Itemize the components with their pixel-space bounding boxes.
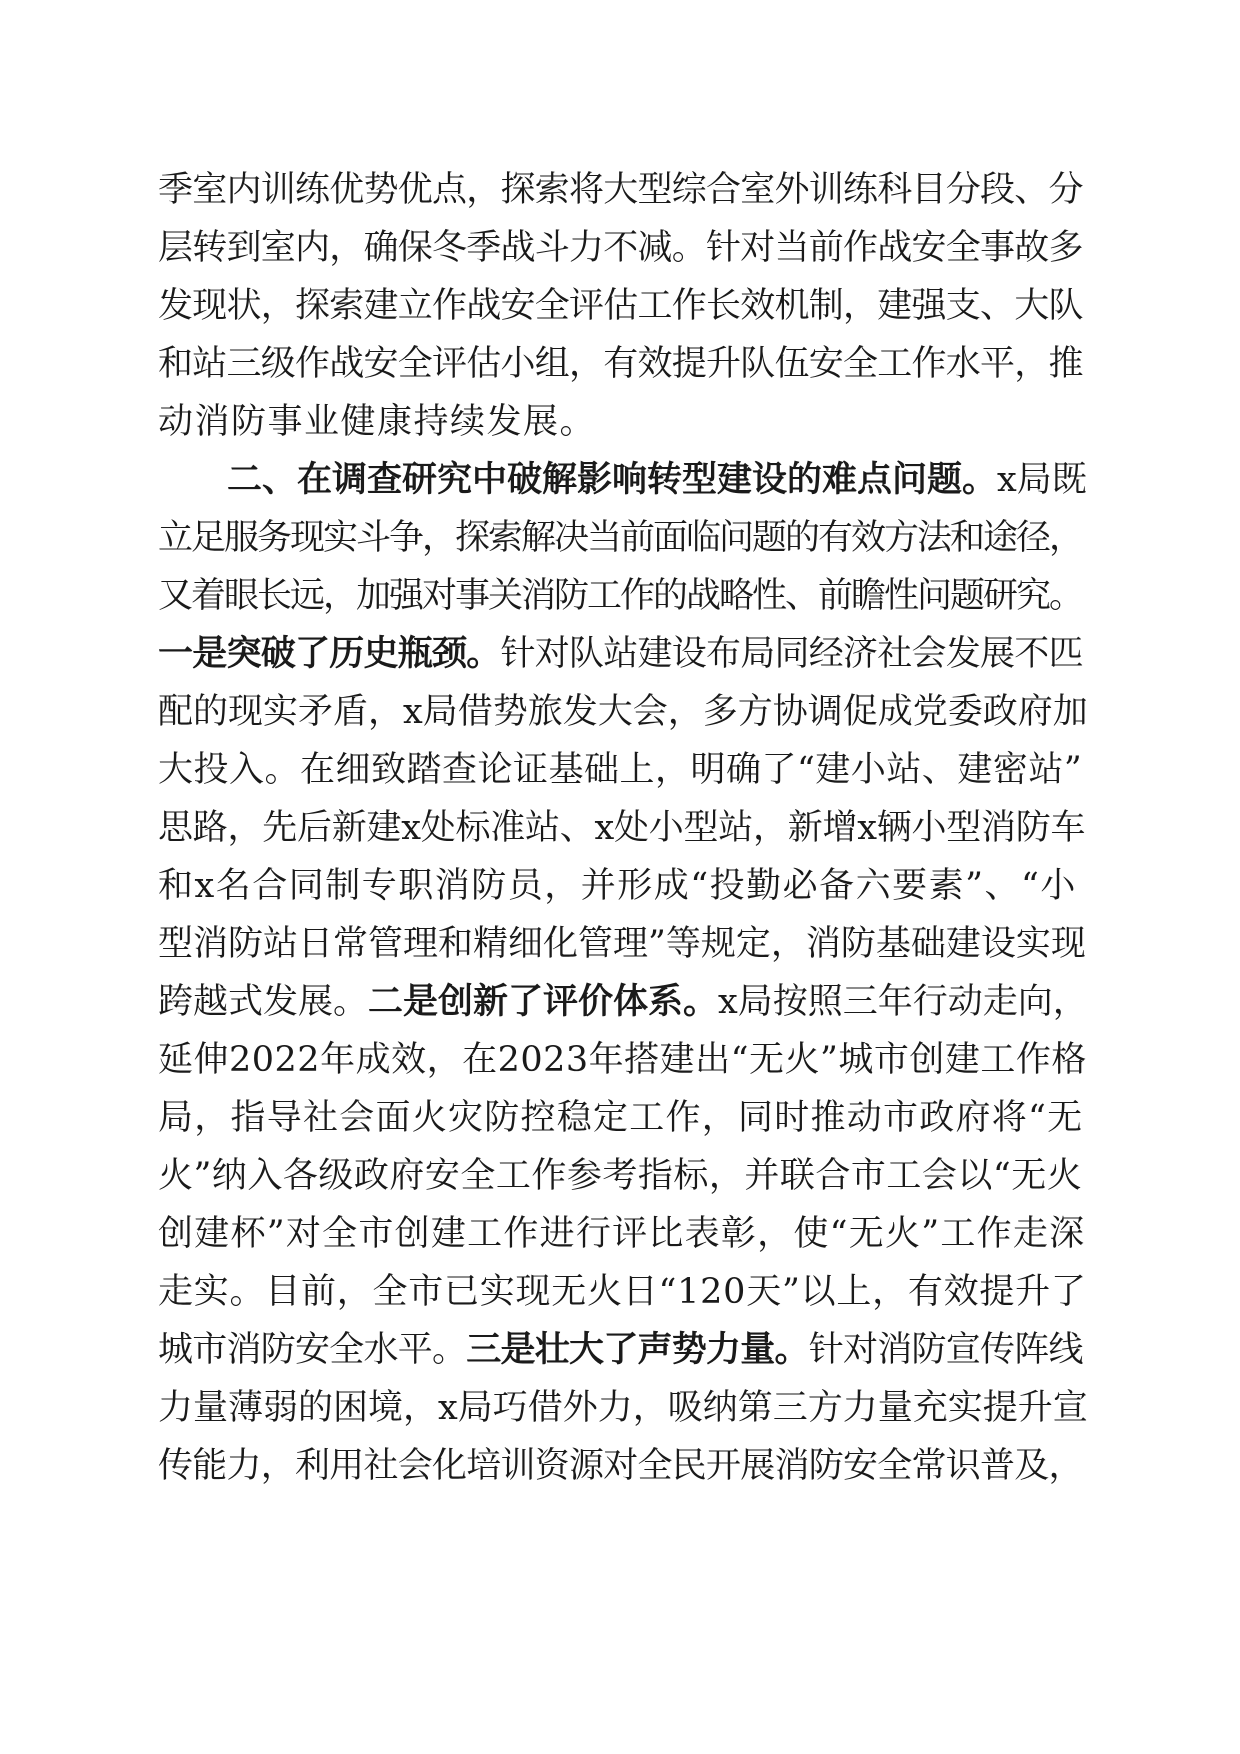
text-line	[158, 980, 1088, 1024]
text-run: 传能力，利用社会化培训资源对全民开展消防安全常识普及，	[158, 1446, 1083, 1486]
text-line	[158, 226, 1088, 270]
text-line	[158, 574, 1088, 618]
text-run: 火”纳入各级政府安全工作参考指标，并联合市工会以“无火	[158, 1156, 1083, 1196]
text-run: 又着眼长远，加强对事关消防工作的战略性、前瞻性问题研究。	[158, 576, 1083, 616]
text-line	[158, 284, 1088, 328]
text-run: 创建杯”对全市创建工作进行评比表彰，使“无火”工作走深	[158, 1214, 1086, 1254]
text-run: 季室内训练优势优点，探索将大型综合室外训练科目分段、分	[158, 170, 1083, 210]
point-heading: 二是创新了评价体系。	[368, 981, 719, 1022]
text-run: 和x名合同制专职消防员，并形成“投勤必备六要素”、“小	[158, 866, 1077, 906]
text-line	[158, 632, 1088, 676]
text-line	[158, 1096, 1088, 1140]
text-run: 思路，先后新建x处标准站、x处小型站，新增x辆小型消防车	[158, 808, 1086, 848]
text-run: 型消防站日常管理和精细化管理”等规定，消防基础建设实现	[158, 924, 1086, 964]
text-line	[158, 1212, 1088, 1256]
text-run: 力量薄弱的困境，x局巧借外力，吸纳第三方力量充实提升宣	[158, 1388, 1088, 1428]
point-heading: 三是壮大了声势力量。	[466, 1329, 809, 1370]
text-line	[158, 1038, 1088, 1082]
text-run: 动消防事业健康持续发展。	[158, 402, 597, 442]
text-line	[158, 1154, 1088, 1198]
text-run: 大投入。在细致踏查论证基础上，明确了“建小站、建密站”	[158, 750, 1083, 790]
text-line	[158, 168, 1088, 212]
text-run: 延伸2022年成效，在2023年搭建出“无火”城市创建工作格	[158, 1040, 1087, 1080]
text-line	[158, 922, 1088, 966]
section-heading-line	[227, 458, 1088, 502]
text-run: 配的现实矛盾，x局借势旅发大会，多方协调促成党委政府加	[158, 692, 1088, 732]
text-run: 立足服务现实斗争，探索解决当前面临问题的有效方法和途径，	[158, 518, 1083, 558]
text-run: 针对消防宣传阵线	[808, 1330, 1083, 1370]
text-run: 城市消防安全水平。	[158, 1330, 467, 1370]
text-run: x局既	[997, 460, 1087, 500]
text-line	[158, 806, 1088, 850]
text-run: x局按照三年行动走向，	[718, 982, 1088, 1022]
point-heading: 一是突破了历史瓶颈。	[158, 633, 501, 674]
text-line	[158, 400, 1088, 444]
text-run: 局，指导社会面火灾防控稳定工作，同时推动市政府将“无	[158, 1098, 1084, 1138]
text-line	[158, 748, 1088, 792]
text-line	[158, 1444, 1088, 1488]
text-line	[158, 342, 1088, 386]
text-line	[158, 516, 1088, 560]
text-line	[158, 1386, 1088, 1430]
text-run: 发现状，探索建立作战安全评估工作长效机制，建强支、大队	[158, 286, 1083, 326]
text-line	[158, 690, 1088, 734]
text-line	[158, 1328, 1088, 1372]
text-run: 走实。目前，全市已实现无火日“120天”以上，有效提升了	[158, 1272, 1087, 1312]
text-run: 层转到室内，确保冬季战斗力不减。针对当前作战安全事故多	[158, 228, 1083, 268]
section-heading: 二、在调查研究中破解影响转型建设的难点问题。	[227, 459, 998, 500]
text-run: 和站三级作战安全评估小组，有效提升队伍安全工作水平，推	[158, 344, 1083, 384]
text-line	[158, 1270, 1088, 1314]
text-run: 跨越式发展。	[158, 982, 369, 1022]
text-run: 针对队站建设布局同经济社会发展不匹	[500, 634, 1083, 674]
text-line	[158, 864, 1088, 908]
